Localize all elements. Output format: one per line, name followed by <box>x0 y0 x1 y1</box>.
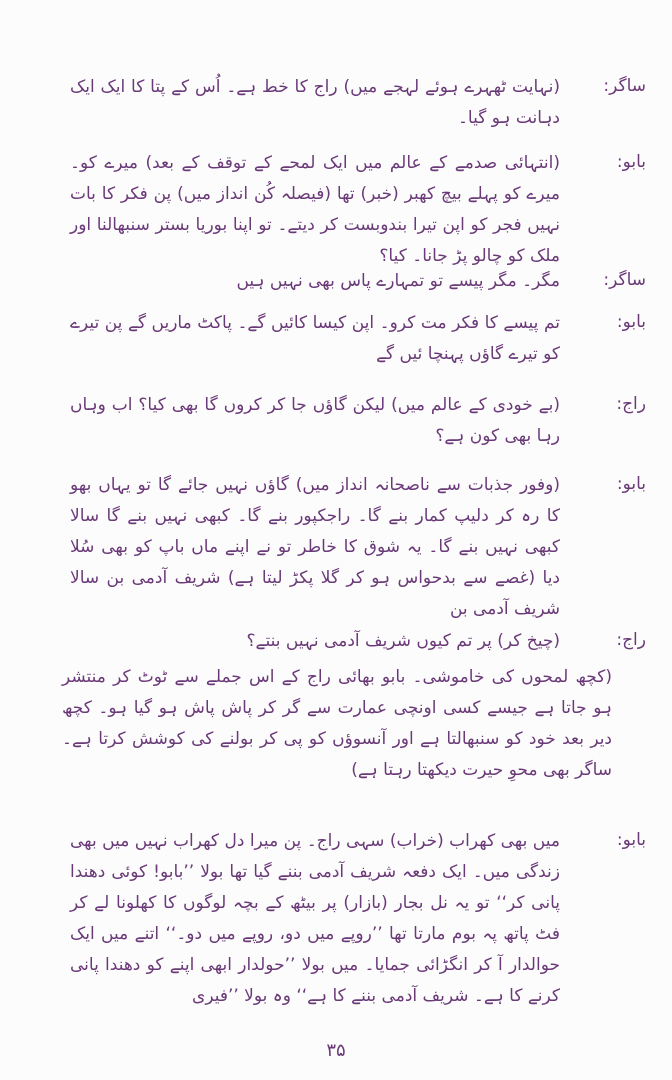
dialogue-text: (چیخ کر) پر تم کیوں شریف آدمی نہیں بنتے؟ <box>246 631 560 651</box>
speaker-name: راج: <box>616 394 646 414</box>
speaker-name: راج: <box>616 630 646 650</box>
dialogue-text: میں بھی کھراب (خراب) سہی راج۔ پن میرا دل کھراب نہیں میں بھی زندگی میں۔ ایک دفعہ شریف آدمی بننے گیا تھا بولا ’’بابو! کوئی دھندا پانی کر‘‘ تو یہ نل بجار (بازار) پر بیٹھ کے بچہ لوگوں کا کھلونا لے کر فٹ پاتھ پہ بوم مارتا تھا ’’روپے میں دو، روپے میں دو۔‘‘ اتنے میں ایک حوالدار آ کر انگڑائی جمایا۔ میں بولا ’’حولدار ابھی اپنے کو دھندا پانی کرنے کا ہے۔ شریف آدمی بننے کا ہے‘‘ وہ بولا ’’فیری <box>70 831 560 1006</box>
dialogue-text: مگر۔ مگر پیسے تو تمہارے پاس بھی نہیں ہیں <box>236 271 560 291</box>
speaker-name: ساگر: <box>603 270 646 290</box>
dialogue-text: (وفور جذبات سے ناصحانہ انداز میں) گاؤں نہیں جائے گا تو یہاں بھو کا رہ کر دلیپ کمار بنے گا۔ راجکپور بنے گا۔ کبھی نہیں بنے گا سالا کبھی نہیں بنے گا۔ یہ شوق کا خاطر تو نے اپنے ماں باپ کو بھی سُلا دیا (غصے سے بدحواس ہو کر گلا پکڑ لیتا ہے) شریف آدمی بن سالا شریف آدمی بن <box>70 475 560 619</box>
page-number: ۳۵ <box>326 1040 346 1061</box>
dialogue-text: تم پیسے کا فکر مت کرو۔ اپن کیسا کائیں گے۔ پاکٹ ماریں گے پن تیرے کو تیرے گاؤں پہنچا ئیں گے <box>70 313 560 364</box>
dialogue-text: (بے خودی کے عالم میں) لیکن گاؤں جا کر کروں گا بھی کیا؟ اب وہاں رہا بھی کون ہے؟ <box>70 395 560 446</box>
speaker-name: بابو: <box>616 152 646 172</box>
speaker-name: ساگر: <box>603 76 646 96</box>
speaker-name: بابو: <box>616 312 646 332</box>
dialogue-text: (انتہائی صدمے کے عالم میں ایک لمحے کے توقف کے بعد) میرے کو۔ میرے کو پہلے بیچ کھبر (خبر) تھا (فیصلہ کُن انداز میں) پن فکر کا بات نہیں فجر کو اپن تیرا بندوبست کر دیتے۔ تو اپنا بوریا بستر سنبھالنا اور ملک کو چالو پڑ جانا۔ کیا؟ <box>70 153 560 266</box>
speaker-name: بابو: <box>616 474 646 494</box>
dialogue-text: (نہایت ٹھہرے ہوئے لہجے میں) راج کا خط ہے۔ اُس کے پتا کا ایک ایک دہانت ہو گیا۔ <box>70 77 560 128</box>
speaker-name: بابو: <box>616 830 646 850</box>
stage-direction-text: (کچھ لمحوں کی خاموشی۔ بابو بھائی راج کے اس جملے سے ٹوٹ کر منتشر ہو جاتا ہے جیسے کسی اونچی عمارت سے گر کر پاش پاش ہو گیا ہو۔ کچھ دیر بعد خود کو سنبھالتا ہے اور آنسوؤں کو پی کر بولنے کی کوشش کرتا ہے۔ ساگر بھی محوِ حیرت دیکھتا رہتا ہے) <box>62 667 612 780</box>
